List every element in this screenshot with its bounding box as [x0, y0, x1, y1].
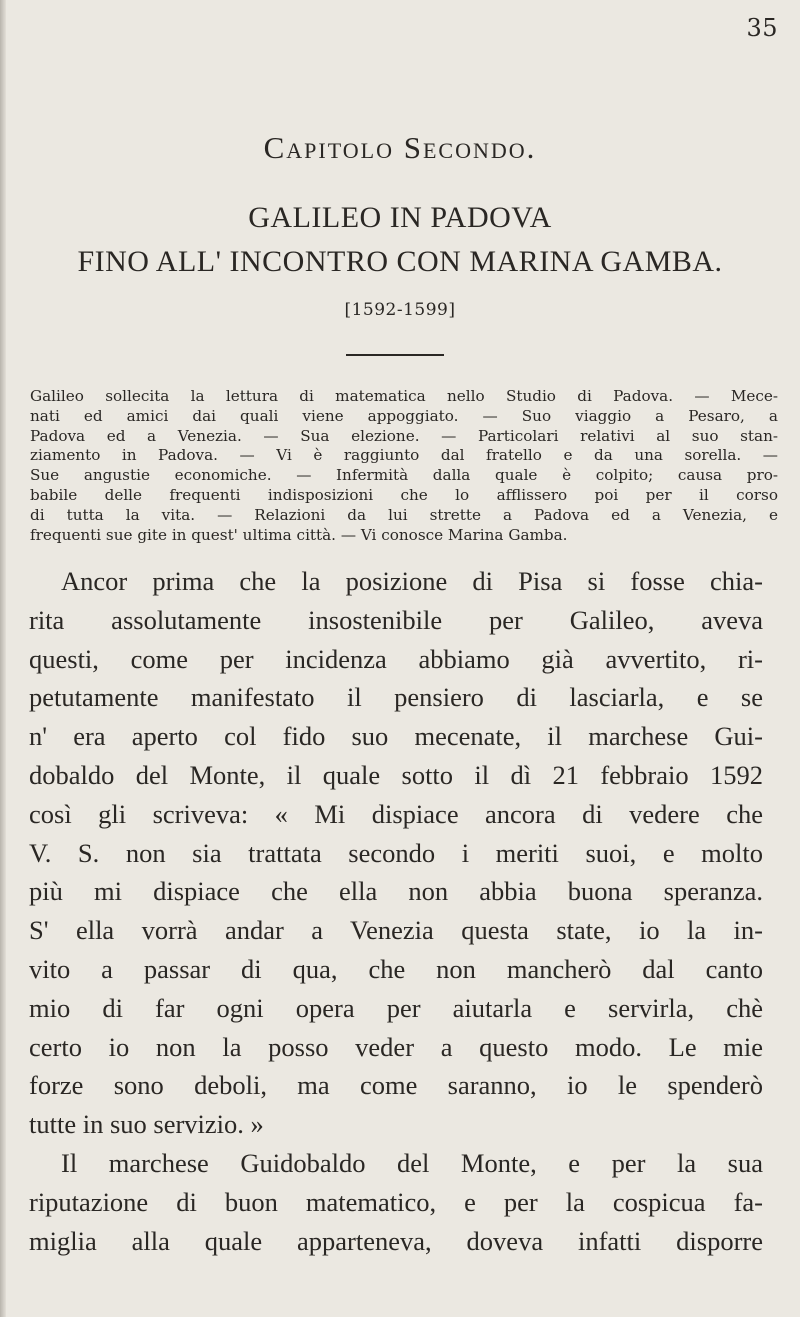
body-line: Ancor prima che la posizione di Pisa si fosse chia-: [61, 566, 763, 596]
page-edge-shadow: [0, 0, 6, 1317]
chapter-title-line-1: GALILEO IN PADOVA: [248, 201, 552, 234]
body-line: dobaldo del Monte, il quale sotto il dì 21 febbraio 1592: [29, 759, 763, 790]
chapter-heading: Capitolo Secondo.: [263, 130, 537, 165]
chapter-title-line-2: FINO ALL' INCONTRO CON MARINA GAMBA.: [77, 245, 723, 278]
body-line: certo io non la posso veder a questo modo. Le mie: [29, 1031, 763, 1062]
body-line: forze sono deboli, ma come saranno, io le spenderò: [29, 1070, 763, 1101]
chapter-date-range: [1592-1599]: [344, 300, 456, 320]
page-number: 35: [746, 14, 778, 42]
body-line: tutte in suo servizio. »: [29, 1109, 264, 1140]
body-text: [29, 562, 763, 1260]
body-line: V. S. non sia trattata secondo i meriti suoi, e molto: [29, 837, 763, 868]
body-line: rita assolutamente insostenibile per Galileo, aveva: [29, 604, 763, 635]
body-line: così gli scriveva: « Mi dispiace ancora di vedere che: [29, 798, 763, 829]
summary-line: Padova ed a Venezia. — Sua elezione. — Particolari relativi al suo stan-: [30, 426, 778, 445]
summary-line: ziamento in Padova. — Vi è raggiunto dal fratello e da una sorella. —: [30, 446, 778, 465]
summary-line: babile delle frequenti indisposizioni che lo afflissero poi per il corso: [30, 485, 778, 504]
body-line: miglia alla quale apparteneva, doveva infatti disporre: [29, 1225, 763, 1256]
summary-line: Sue angustie economiche. — Infermità dalla quale è colpito; causa pro-: [30, 466, 778, 485]
body-line: mio di far ogni opera per aiutarla e servirla, chè: [29, 992, 763, 1023]
body-line: petutamente manifestato il pensiero di lasciarla, e se: [29, 682, 763, 713]
body-line: S' ella vorrà andar a Venezia questa state, io la in-: [29, 915, 763, 946]
summary-line: di tutta la vita. — Relazioni da lui strette a Padova ed a Venezia, e: [30, 505, 778, 524]
section-divider: [346, 354, 444, 356]
body-line: questi, come per incidenza abbiamo già avvertito, ri-: [29, 643, 763, 674]
body-line: vito a passar di qua, che non mancherò dal canto: [29, 953, 763, 984]
body-line: riputazione di buon matematico, e per la cospicua fa-: [29, 1186, 763, 1217]
body-line: n' era aperto col fido suo mecenate, il marchese Gui-: [29, 721, 763, 752]
body-line: più mi dispiace che ella non abbia buona speranza.: [29, 876, 763, 907]
summary-line: nati ed amici dai quali viene appoggiato. — Suo viaggio a Pesaro, a: [30, 406, 778, 425]
chapter-summary: [30, 387, 778, 545]
summary-line: frequenti sue gite in quest' ultima città. — Vi conosce Marina Gamba.: [30, 525, 568, 544]
body-line: Il marchese Guidobaldo del Monte, e per la sua: [61, 1147, 763, 1178]
summary-line: Galileo sollecita la lettura di matematica nello Studio di Padova. — Mece-: [30, 387, 778, 405]
